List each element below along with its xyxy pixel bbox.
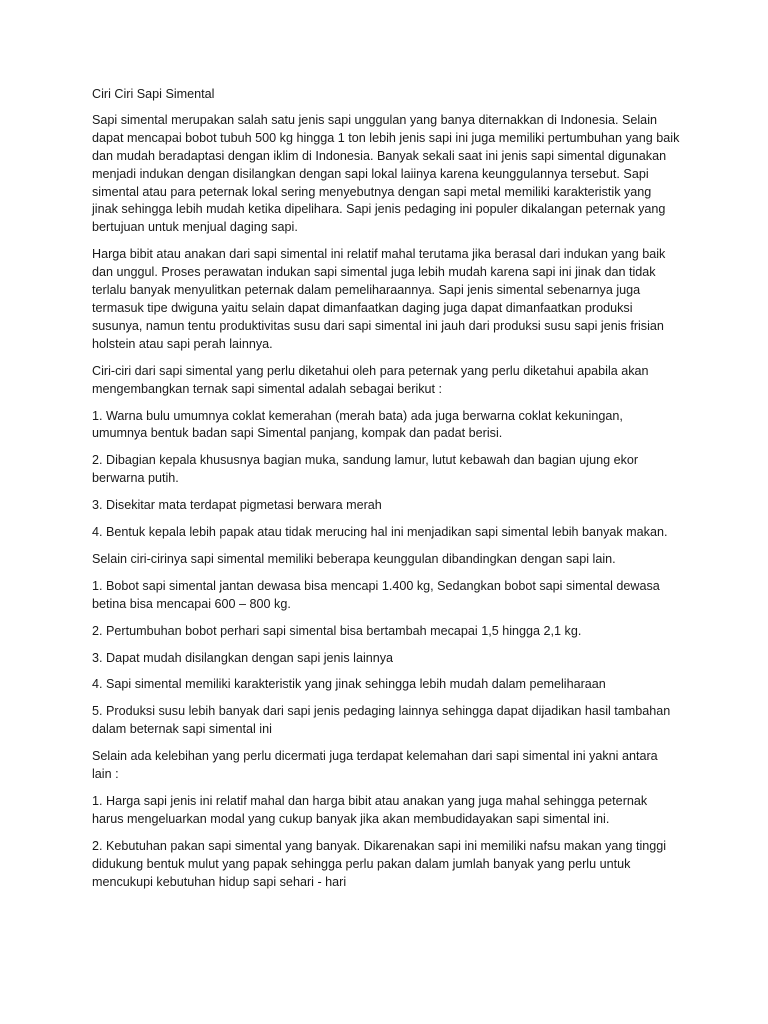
list-item-characteristic-2: 2. Dibagian kepala khususnya bagian muka, sandung lamur, lutut kebawah dan bagian ujung ekor berwarna putih. — [92, 453, 639, 486]
document-page — [92, 86, 680, 901]
paragraph-price: Harga bibit atau anakan dari sapi simental ini relatif mahal terutama jika berasal dari indukan yang baik dan unggul. Proses perawatan indukan sapi simental juga lebih mudah karena sapi ini jinak dan tidak terlalu banyak menyulitkan peternak dalam pemeliharaannya. Sapi jenis simental sebenarnya juga termasuk tipe dwiguna yaitu selain dapat dimanfaatkan daging juga dapat dimanfaatkan produksi susunya, namun tentu produktivitas susu dari sapi simental ini jauh dari produksi susu sapi jenis frisian holstein atau sapi perah lainnya. — [92, 247, 666, 351]
list-item-characteristic-4: 4. Bentuk kepala lebih papak atau tidak merucing hal ini menjadikan sapi simental lebih banyak makan. — [92, 525, 668, 540]
list-item-advantage-1: 1. Bobot sapi simental jantan dewasa bisa mencapi 1.400 kg, Sedangkan bobot sapi simental dewasa betina bisa mencapai 600 – 800 kg. — [92, 578, 660, 611]
list-item-weakness-1: 1. Harga sapi jenis ini relatif mahal dan harga bibit atau anakan yang juga mahal sehingga peternak harus mengeluarkan modal yang cukup banyak jika akan membudidayakan sapi simental ini. — [92, 794, 648, 826]
list-item-advantage-4: 4. Sapi simental memiliki karakteristik yang jinak sehingga lebih mudah dalam pemeliharaan — [92, 677, 606, 692]
paragraph-advantages-intro: Selain ciri-cirinya sapi simental memiliki beberapa keunggulan dibandingkan dengan sapi lain. — [92, 551, 616, 566]
paragraph-characteristics-intro: Ciri-ciri dari sapi simental yang perlu diketahui oleh para peternak yang perlu diketahui apabila akan mengembangkan ternak sapi simental adalah sebagai berikut : — [92, 363, 649, 396]
list-item-advantage-3: 3. Dapat mudah disilangkan dengan sapi jenis lainnya — [92, 650, 394, 665]
list-item-advantage-2: 2. Pertumbuhan bobot perhari sapi simental bisa bertambah mecapai 1,5 hingga 2,1 kg. — [92, 623, 582, 638]
paragraph-intro: Sapi simental merupakan salah satu jenis sapi unggulan yang banya diternakkan di Indonesia. Selain dapat mencapai bobot tubuh 500 kg hingga 1 ton lebih jenis sapi ini juga memiliki pertumbuhan yang baik dan mudah beradaptasi dengan iklim di Indonesia. Banyak sekali saat ini jenis sapi simental digunakan menjadi indukan dengan disilangkan dengan sapi lokal laiinya karena keunggulannya tersebut. Sapi simental atau para peternak lokal sering menyebutnya dengan sapi metal memiliki karakteristik yang jinak sehingga lebih mudah ketika dipelihara. Sapi jenis pedaging ini populer dikalangan peternak yang bertujuan untuk menjual daging sapi. — [92, 112, 680, 235]
list-item-advantage-5: 5. Produksi susu lebih banyak dari sapi jenis pedaging lainnya sehingga dapat dijadikan hasil tambahan dalam beternak sapi simental ini — [92, 704, 671, 737]
paragraph-weaknesses-intro: Selain ada kelebihan yang perlu dicermati juga terdapat kelemahan dari sapi simental ini yakni antara lain : — [92, 749, 658, 782]
list-item-characteristic-3: 3. Disekitar mata terdapat pigmetasi berwara merah — [92, 498, 382, 513]
list-item-characteristic-1: 1. Warna bulu umumnya coklat kemerahan (merah bata) ada juga berwarna coklat kekuningan, umumnya bentuk badan sapi Simental panjang, kompak dan padat berisi. — [92, 408, 623, 441]
list-item-weakness-2: 2. Kebutuhan pakan sapi simental yang banyak. Dikarenakan sapi ini memiliki nafsu makan yang tinggi didukung bentuk mulut yang papak sehingga perlu pakan dalam jumlah banyak yang perlu untuk mencukupi kebutuhan hidup sapi sehari - hari — [92, 838, 667, 889]
document-title: Ciri Ciri Sapi Simental — [92, 87, 215, 101]
